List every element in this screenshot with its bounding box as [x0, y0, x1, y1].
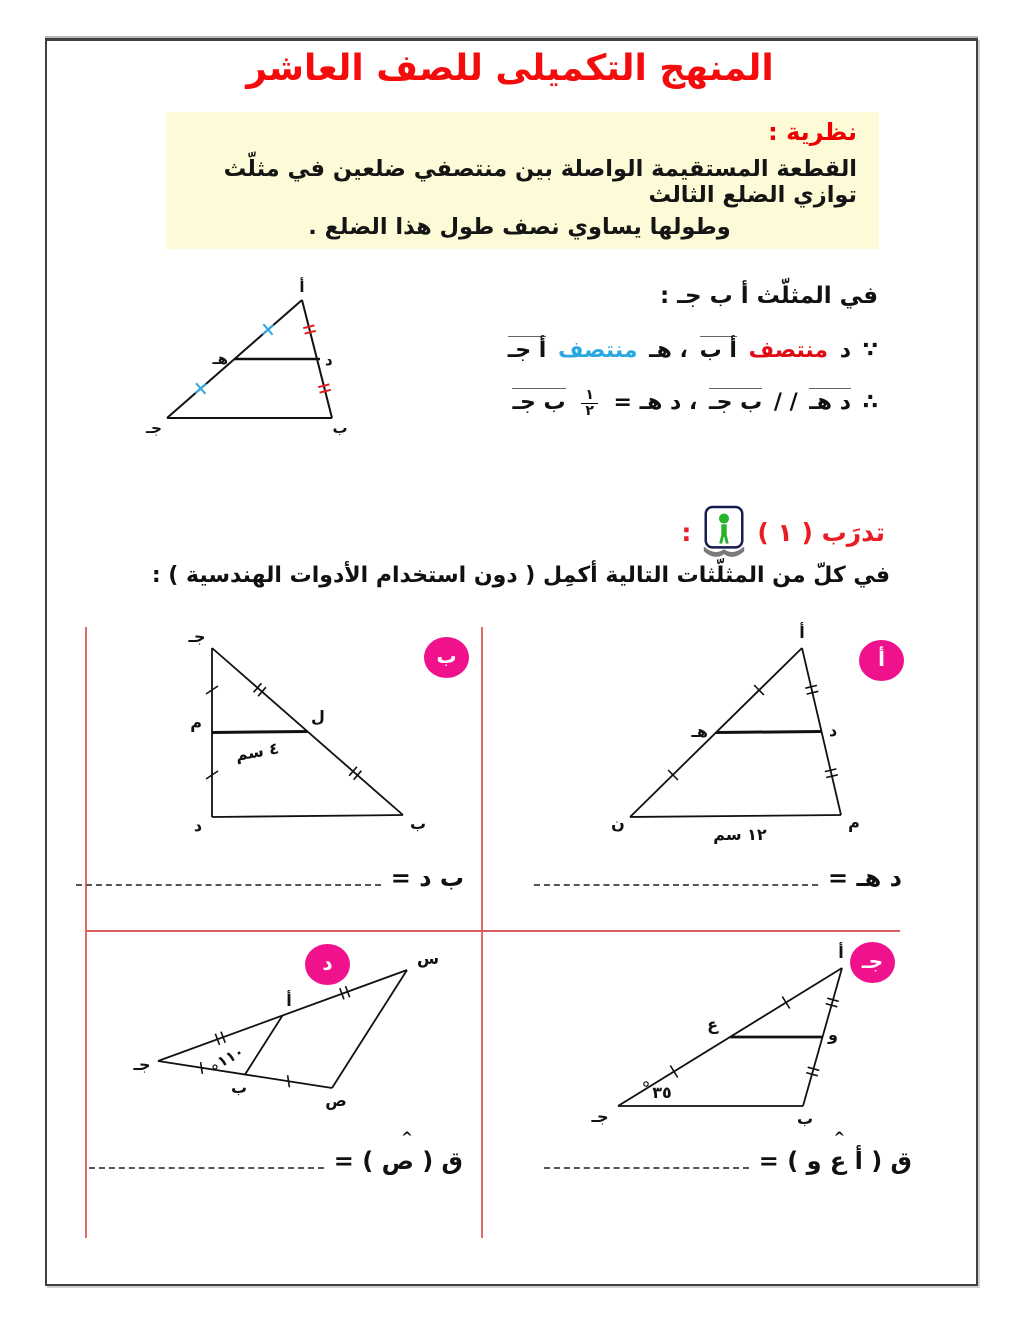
answer-row-b — [72, 864, 464, 892]
segment-dh: د هـ — [809, 390, 852, 416]
answer-row-c — [540, 1130, 912, 1175]
angle-letter-with-hat — [381, 1130, 414, 1175]
theorem-text-line1: القطعة المستقيمة الواصلة بين منتصفي ضلعين في مثلّث توازي الضلع الثالث — [223, 156, 857, 208]
segment-aj: أ جـ — [507, 338, 547, 363]
badge-b: ب — [424, 637, 469, 678]
example-line-given — [488, 338, 880, 363]
intro-triangle-figure — [140, 276, 355, 441]
example-line-result — [488, 388, 880, 418]
figure-d-triangle — [95, 938, 485, 1138]
answer-blank-c[interactable] — [544, 1167, 749, 1169]
segment-ab: أ ب — [699, 338, 737, 363]
exercise-title: تدرَب ( ١ ) — [757, 517, 885, 547]
fraction-numerator: ١ — [581, 388, 598, 404]
vertex-label-bottom-left: د — [193, 816, 203, 835]
page-title: المنهج التكميلى للصف العاشر — [246, 48, 774, 89]
tick-mark — [320, 390, 331, 393]
midpoint-label-right: د — [325, 351, 333, 369]
angle-letter: ع — [829, 1147, 847, 1175]
midpoint-label-hypotenuse: ل — [311, 707, 325, 726]
vertex-label-bottom-left: جـ — [591, 1107, 609, 1126]
midpoint-label-left: م — [190, 713, 202, 732]
midpoint-label-left: هـ — [212, 350, 228, 368]
tick-mark — [670, 1066, 677, 1078]
vertex-label-bottom-left: ن — [611, 814, 625, 833]
vertex-label-top-right: س — [417, 949, 440, 968]
equation-middle: ، د هـ = — [613, 390, 698, 416]
vertex-label-bottom-right: م — [848, 813, 860, 832]
degree-symbol — [644, 1082, 648, 1086]
angle-value-label: ٣٥ — [652, 1083, 672, 1102]
base-measure-label: ١٢ سم — [713, 825, 767, 844]
angle-value-label: ١١٠ — [214, 1042, 248, 1071]
angle-hat-icon: ^ — [833, 1130, 846, 1146]
tick-mark — [303, 325, 314, 328]
badge-c: جـ — [850, 942, 895, 983]
segment-measure-label: ٤ سم — [233, 738, 281, 765]
angle-hat-icon: ^ — [401, 1130, 413, 1146]
tick-mark — [201, 1062, 203, 1074]
figure-a-triangle — [580, 625, 910, 855]
midsegment-line — [245, 1016, 283, 1075]
vertex-label-bottom-right: ب — [796, 1109, 814, 1128]
badge-a: أ — [859, 640, 904, 681]
angle-letter: ص — [381, 1147, 414, 1175]
midpoint-label-left: ع — [707, 1015, 718, 1034]
midpoint-word-red: منتصف — [748, 338, 829, 363]
exercise-instruction: في كلّ من المثلّثات التالية أكمِل ( دون استخدام الأدوات الهندسية ) : — [151, 563, 890, 588]
parallel-symbol: / / — [773, 390, 798, 416]
center-red-divider — [481, 627, 483, 1238]
vertex-label-bottom: ص — [325, 1091, 347, 1110]
vertex-label-top: جـ — [188, 627, 206, 646]
horizontal-red-divider — [85, 930, 900, 932]
example-heading: في المثلّث أ ب جـ : — [659, 283, 878, 309]
degree-symbol — [213, 1065, 217, 1069]
base-line — [212, 815, 403, 817]
answer-blank-d[interactable] — [89, 1167, 324, 1169]
answer-row-d — [85, 1130, 463, 1175]
comma-and-h: ، هـ — [649, 338, 688, 363]
point-d: د — [839, 338, 852, 363]
answer-row-a — [530, 864, 902, 892]
midpoint-label-right: د — [829, 721, 838, 740]
angle-letter-with-hat — [829, 1130, 847, 1175]
midsegment-line — [212, 732, 308, 733]
measure-tail: ) = — [333, 1147, 374, 1175]
segment-bj: ب جـ — [709, 390, 763, 416]
exercise-heading-row — [660, 503, 885, 561]
badge-d: د — [305, 944, 350, 985]
midpoint-label-top: أ — [286, 991, 292, 1010]
tick-mark — [305, 331, 316, 334]
measure-tail: و ) = — [758, 1147, 822, 1175]
midpoint-label-left: هـ — [691, 722, 708, 741]
vertex-label-left: جـ — [133, 1055, 151, 1074]
vertex-label-bottom-right: ب — [409, 814, 427, 833]
vertex-label-apex: أ — [799, 623, 805, 642]
because-symbol: ∵ — [862, 338, 878, 363]
measure-func: ق ( — [422, 1147, 463, 1175]
exercise-colon: : — [681, 517, 692, 547]
vertex-label-bottom-right: ب — [332, 419, 348, 437]
theorem-text-line2: وطولها يساوي نصف طول هذا الضلع . — [308, 214, 731, 240]
answer-prefix-c — [758, 1130, 912, 1175]
tick-mark — [782, 997, 789, 1009]
side-line — [332, 970, 407, 1088]
answer-blank-a[interactable] — [534, 884, 818, 886]
theorem-box — [166, 112, 879, 249]
vertex-label-bottom-left: جـ — [146, 419, 162, 437]
answer-prefix-a: د هـ = — [828, 864, 902, 892]
segment-bj-2: ب جـ — [512, 390, 566, 416]
tick-mark — [288, 1075, 290, 1087]
base-line — [630, 815, 841, 817]
midpoint-label-bottom: ب — [230, 1078, 248, 1097]
vertex-label-apex: أ — [299, 278, 305, 296]
one-half-fraction — [579, 388, 600, 418]
tick-mark — [318, 384, 329, 387]
figure-b-triangle — [90, 625, 480, 855]
answer-blank-b[interactable] — [76, 884, 381, 886]
midpoint-word-blue: منتصف — [557, 338, 638, 363]
measure-func: ق ( أ — [854, 1147, 912, 1175]
midsegment-line — [716, 732, 822, 733]
answer-prefix-d — [333, 1130, 463, 1175]
fraction-denominator: ٢ — [585, 402, 594, 419]
therefore-symbol: ∴ — [862, 390, 878, 416]
figure-c-triangle — [560, 938, 910, 1148]
vertex-label-apex: أ — [838, 943, 844, 962]
student-book-icon — [699, 504, 749, 560]
answer-prefix-b: ب د = — [390, 864, 464, 892]
theorem-label: نظرية : — [768, 118, 857, 146]
midpoint-label-right: و — [828, 1025, 838, 1044]
